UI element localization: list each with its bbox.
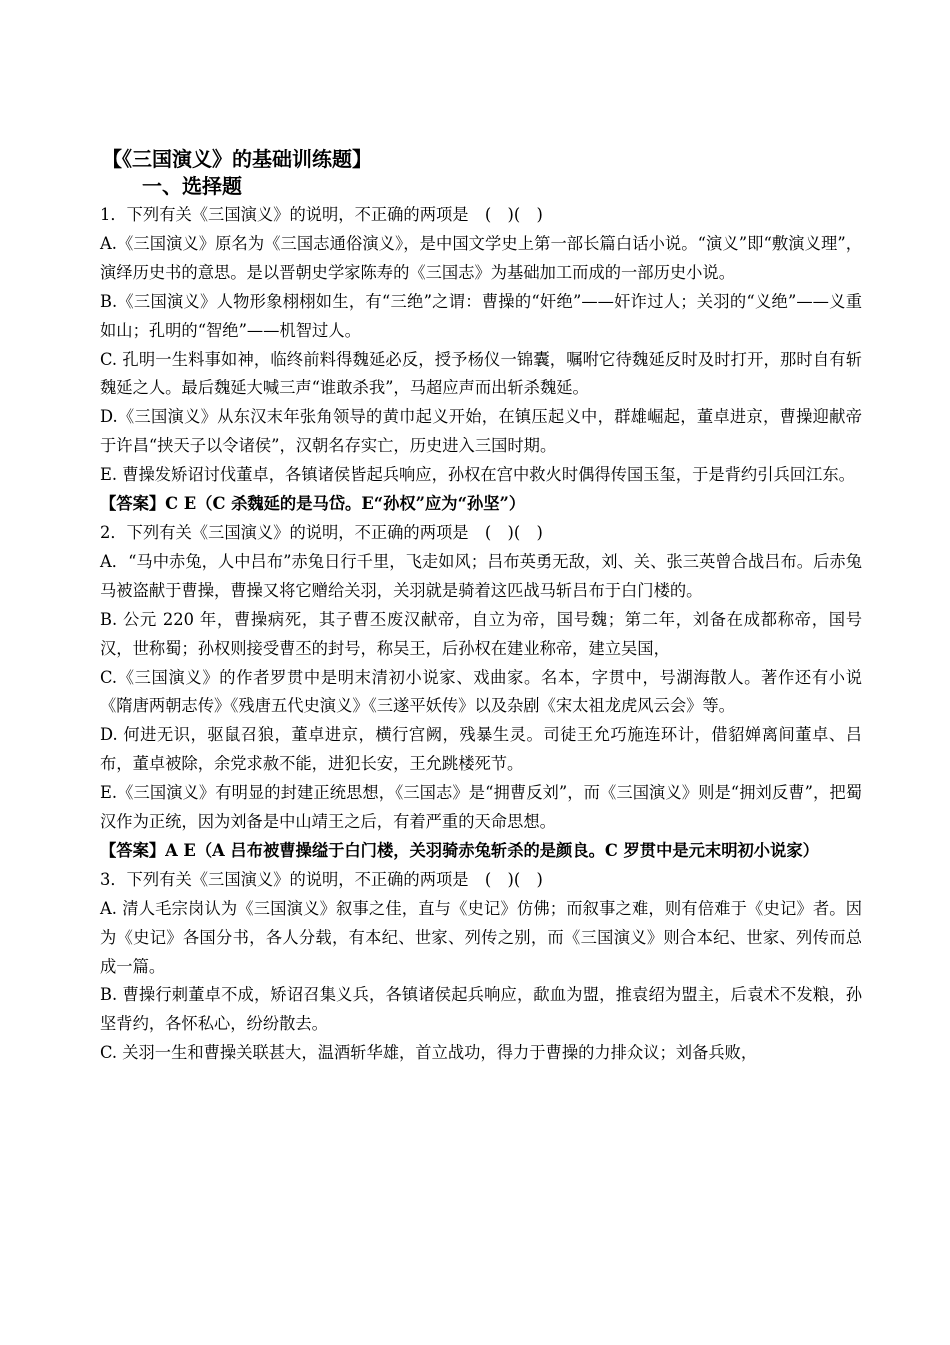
option-e: E. 曹操发矫诏讨伐董卓，各镇诸侯皆起兵响应，孙权在宫中救火时偶得传国玉玺，于是背约引兵回江东。: [100, 465, 855, 485]
option-c: C.《三国演义》的作者罗贯中是明末清初小说家、戏曲家。名本，字贯中，号湖海散人。著作还有小说《隋唐两朝志传》《残唐五代史演义》《三遂平妖传》以及杂剧《宋太祖龙虎风云会》等。: [100, 667, 862, 716]
question-1: [100, 201, 862, 519]
option-b: B. 曹操行刺董卓不成，矫诏召集义兵，各镇诸侯起兵响应，歃血为盟，推袁绍为盟主，后袁术不发粮，孙坚背约，各怀私心，纷纷散去。: [100, 985, 862, 1034]
option-d: D.《三国演义》从东汉末年张角领导的黄巾起义开始，在镇压起义中，群雄崛起，董卓进京，曹操迎献帝于许昌“挟天子以令诸侯”，汉朝名存实亡，历史进入三国时期。: [100, 407, 862, 456]
answer: 【答案】C E（C 杀魏延的是马岱。E“孙权”应为“孙坚”）: [100, 494, 526, 514]
question-3: [100, 866, 862, 1068]
option-b: B. 公元 220 年，曹操病死，其子曹丕废汉献帝，自立为帝，国号魏；第二年，刘备在成都称帝，国号汉，世称蜀；孙权则接受曹丕的封号，称吴王，后孙权在建业称帝，建立吴国，: [100, 609, 862, 658]
option-c: C. 关羽一生和曹操关联甚大，温酒斩华雄，首立战功，得力于曹操的力排众议；刘备兵败，: [100, 1043, 758, 1063]
option-c: C. 孔明一生料事如神，临终前料得魏延必反，授予杨仪一锦囊，嘱咐它待魏延反时及时打开，那时自有斩魏延之人。最后魏延大喊三声“谁敢杀我”，马超应声而出斩杀魏延。: [100, 349, 862, 398]
question-stem: 1．下列有关《三国演义》的说明，不正确的两项是 ( )( ): [100, 205, 543, 224]
document-title: 【《三国演义》的基础训练题】: [102, 147, 372, 171]
question-2: [100, 519, 862, 866]
option-a: A. 清人毛宗岗认为《三国演义》叙事之佳，直与《史记》仿佛；而叙事之难，则有倍难于《史记》者。因为《史记》各国分书，各人分载，有本纪、世家、列传之别，而《三国演义》则合本纪、世家、列传而总成一篇。: [100, 898, 862, 976]
question-stem: 3．下列有关《三国演义》的说明，不正确的两项是 ( )( ): [100, 869, 543, 889]
answer: 【答案】A E（A 吕布被曹操缢于白门楼，关羽骑赤兔斩杀的是颜良。C 罗贯中是元末明初小说家）: [100, 840, 819, 860]
section-heading: 一、选择题: [142, 174, 242, 198]
option-a: A．“马中赤兔，人中吕布”赤兔日行千里，飞走如风；吕布英勇无敌，刘、关、张三英曾合战吕布。后赤兔马被盗献于曹操，曹操又将它赠给关羽，关羽就是骑着这匹战马斩吕布于白门楼的。: [100, 551, 862, 600]
question-stem: 2．下列有关《三国演义》的说明，不正确的两项是 ( )( ): [100, 522, 543, 542]
option-b: B.《三国演义》人物形象栩栩如生，有“三绝”之谓：曹操的“奸绝”——奸诈过人；关羽的“义绝”——义重如山；孔明的“智绝”——机智过人。: [100, 291, 862, 340]
option-e: E.《三国演义》有明显的封建正统思想，《三国志》是“拥曹反刘”，而《三国演义》则是“拥刘反曹”，把蜀汉作为正统，因为刘备是中山靖王之后，有着严重的天命思想。: [100, 783, 862, 832]
option-a: A.《三国演义》原名为《三国志通俗演义》，是中国文学史上第一部长篇白话小说。“演义”即“敷演义理”，演绎历史书的意思。是以晋朝史学家陈寿的《三国志》为基础加工而成的一部历史小说。: [100, 233, 862, 282]
option-d: D. 何进无识，驱鼠召狼，董卓进京，横行宫阙，残暴生灵。司徒王允巧施连环计，借貂婵离间董卓、吕布，董卓被除，余党求赦不能，进犯长安，王允跳楼死节。: [100, 725, 862, 774]
